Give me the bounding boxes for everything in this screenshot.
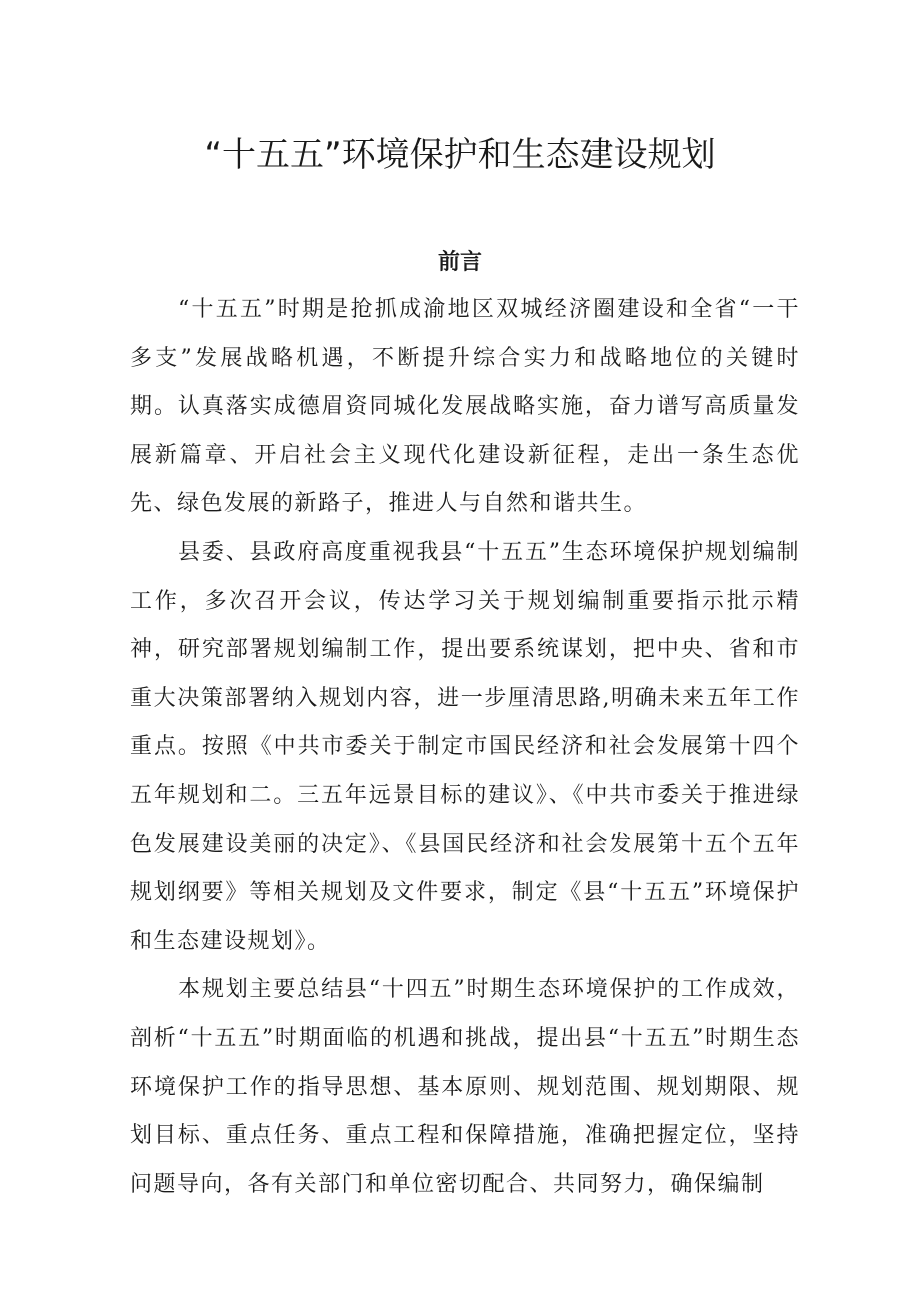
paragraph: “十五五”时期是抢抓成渝地区双城经济圈建设和全省“一干多支”发展战略机遇，不断提升综合实力和战略地位的关键时期。认真落实成德眉资同城化发展战略实施，奋力谱写高质量发展新篇章、开启社会主义现代化建设新征程，走出一条生态优先、绿色发展的新路子，推进人与自然和谐共生。 (130, 297, 800, 517)
document-body (130, 286, 800, 1209)
section-heading: 前言 (437, 249, 482, 275)
document-title: “十五五”环境保护和生态建设规划 (204, 135, 716, 175)
paragraph: 县委、县政府高度重视我县“十五五”生态环境保护规划编制工作，多次召开会议，传达学习关于规划编制重要指示批示精神，研究部署规划编制工作，提出要系统谋划，把中央、省和市重大决策部署纳入规划内容，进一步厘清思路,明确未来五年工作重点。按照《中共市委关于制定市国民经济和社会发展第十四个五年规划和二。三五年远景目标的建议》、《中共市委关于推进绿色发展建设美丽的决定》、《县国民经济和社会发展第十五个五年规划纲要》等相关规划及文件要求，制定《县“十五五”环境保护和生态建设规划》。 (130, 539, 800, 954)
paragraph: 本规划主要总结县“十四五”时期生态环境保护的工作成效，剖析“十五五”时期面临的机遇和挑战，提出县“十五五”时期生态环境保护工作的指导思想、基本原则、规划范围、规划期限、规划目标、重点任务、重点工程和保障措施，准确把握定位，坚持问题导向，各有关部门和单位密切配合、共同努力，确保编制 (130, 977, 800, 1197)
